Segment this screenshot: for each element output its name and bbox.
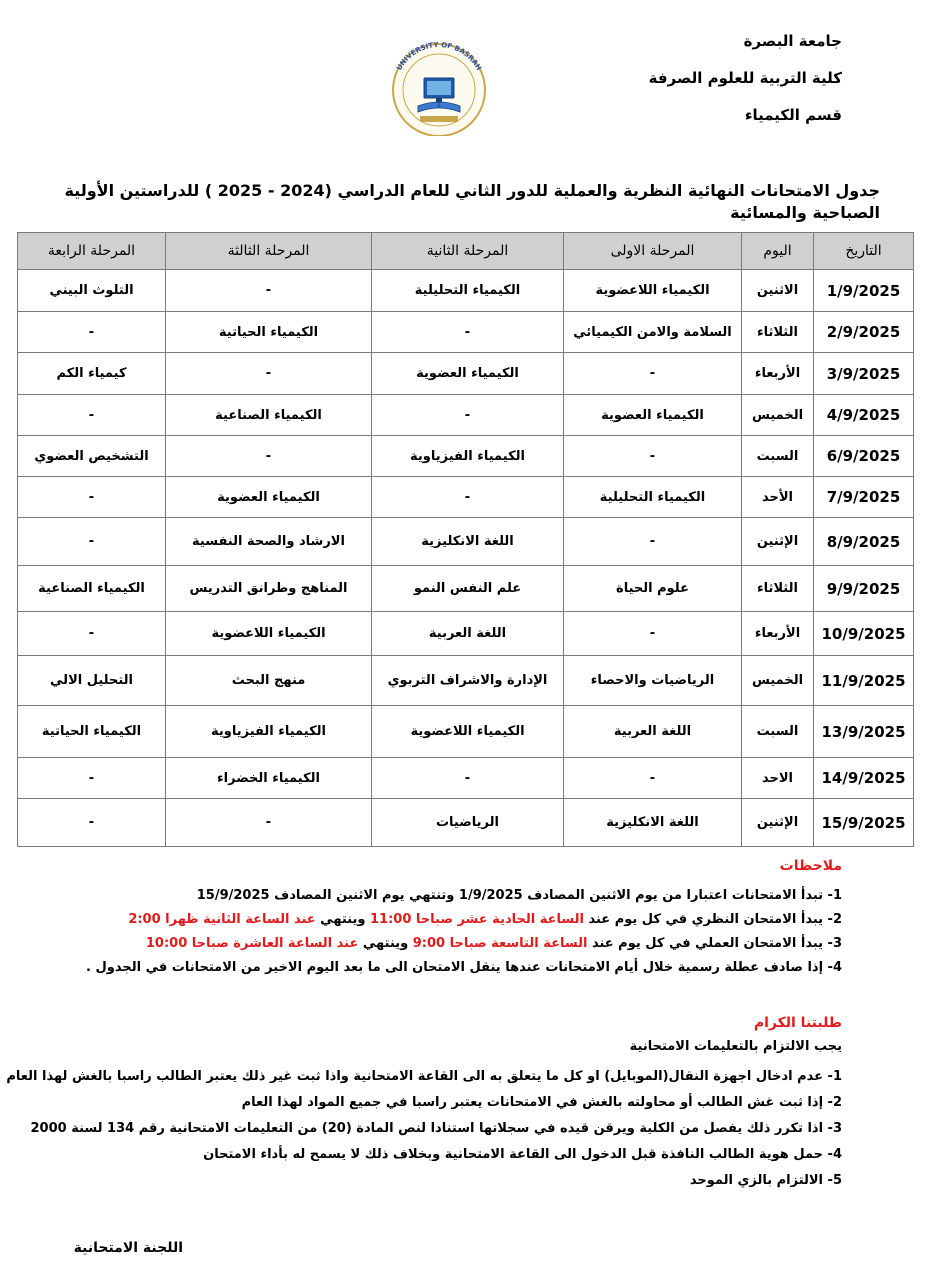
header-date: التاريخ	[814, 233, 914, 270]
note-item	[52, 956, 842, 980]
table-row	[18, 799, 914, 847]
cell-stage-1: الكيمياء اللاعضوية	[564, 270, 742, 312]
cell-date: 11/9/2025	[814, 656, 914, 706]
cell-stage-1: -	[564, 353, 742, 395]
cell-stage-2: اللغة العربية	[372, 612, 564, 656]
note-item	[52, 908, 842, 932]
cell-date: 8/9/2025	[814, 518, 914, 566]
note-item	[52, 884, 842, 908]
header-day: اليوم	[742, 233, 814, 270]
instruction-item: 5- الالتزام بالزي الموحد	[689, 1173, 842, 1188]
cell-day: الخميس	[742, 395, 814, 436]
note-3-mid: وينتهي	[358, 936, 413, 951]
cell-stage-3: الكيمياء الخضراء	[166, 758, 372, 799]
instruction-item: 4- حمل هوية الطالب النافذة قبل الدخول الى القاعة الامتحانية وبخلاف ذلك لا يسمح له بأداء الامتحان	[203, 1147, 842, 1162]
note-3-end-time: عند الساعة العاشرة صباحا 10:00	[145, 936, 359, 951]
cell-stage-4: -	[18, 758, 166, 799]
instruction-item: 2- إذا ثبت غش الطالب أو محاولته بالغش في الامتحانات يعتبر راسبا في جميع المواد لهذا العام	[241, 1095, 842, 1110]
note-2-end-time: عند الساعة الثانية ظهرا 2:00	[128, 912, 316, 927]
table-row	[18, 395, 914, 436]
cell-stage-4: التشخيص العضوي	[18, 436, 166, 477]
institution-header	[649, 28, 842, 139]
cell-stage-1: الكيمياء العضوية	[564, 395, 742, 436]
cell-date: 9/9/2025	[814, 566, 914, 612]
cell-date: 14/9/2025	[814, 758, 914, 799]
cell-stage-1: السلامة والامن الكيميائي	[564, 312, 742, 353]
cell-date: 15/9/2025	[814, 799, 914, 847]
table-row	[18, 270, 914, 312]
cell-stage-3: الكيمياء العضوية	[166, 477, 372, 518]
note-2-start: 2- يبدأ الامتحان النظري في كل يوم عند	[583, 912, 842, 927]
note-4-text: 4- إذا صادف عطلة رسمية خلال أيام الامتحانات عندها ينقل الامتحان الى ما بعد اليوم الاخير من الامتحانات في الجدول .	[86, 960, 842, 975]
header-stage-3: المرحلة الثالثة	[166, 233, 372, 270]
cell-day: الاثنين	[742, 270, 814, 312]
cell-day: الخميس	[742, 656, 814, 706]
table-header-row	[18, 233, 914, 270]
cell-stage-3: الكيمياء الحياتية	[166, 312, 372, 353]
cell-date: 4/9/2025	[814, 395, 914, 436]
notes-title: ملاحظات	[779, 858, 842, 874]
table-row	[18, 518, 914, 566]
cell-date: 6/9/2025	[814, 436, 914, 477]
instructions-subtitle: يجب الالتزام بالتعليمات الامتحانية	[629, 1039, 842, 1054]
note-item	[52, 932, 842, 956]
cell-stage-1: الكيمياء التحليلية	[564, 477, 742, 518]
cell-stage-2: علم النفس النمو	[372, 566, 564, 612]
cell-stage-2: الكيمياء التحليلية	[372, 270, 564, 312]
cell-day: الإثنين	[742, 799, 814, 847]
schedule-title: جدول الامتحانات النهائية النظرية والعملية للدور الثاني للعام الدراسي (2024 - 2025 ) للدراستين الأولية الصباحية والمسائية	[64, 181, 880, 222]
instructions-list	[6, 1064, 842, 1194]
cell-day: الأحد	[742, 477, 814, 518]
cell-stage-4: الكيمياء الصناعية	[18, 566, 166, 612]
cell-stage-2: -	[372, 758, 564, 799]
cell-stage-1: علوم الحياة	[564, 566, 742, 612]
cell-stage-3: الكيمياء الصناعية	[166, 395, 372, 436]
cell-stage-4: التلوث البيني	[18, 270, 166, 312]
cell-stage-4: -	[18, 312, 166, 353]
exam-committee-signature: اللجنة الامتحانية	[73, 1240, 183, 1256]
note-3-start: 3- يبدأ الامتحان العملي في كل يوم عند	[587, 936, 842, 951]
table-row	[18, 612, 914, 656]
cell-date: 10/9/2025	[814, 612, 914, 656]
table-row	[18, 706, 914, 758]
cell-stage-2: الكيمياء اللاعضوية	[372, 706, 564, 758]
cell-stage-4: -	[18, 477, 166, 518]
table-row	[18, 566, 914, 612]
notes-list	[52, 884, 842, 980]
cell-stage-4: -	[18, 518, 166, 566]
cell-stage-1: الرياضيات والاحصاء	[564, 656, 742, 706]
cell-stage-3: -	[166, 436, 372, 477]
table-row	[18, 353, 914, 395]
instructions-title: طلبتنا الكرام	[753, 1015, 842, 1031]
cell-stage-1: اللغة العربية	[564, 706, 742, 758]
cell-stage-4: -	[18, 612, 166, 656]
cell-day: الأربعاء	[742, 353, 814, 395]
cell-stage-3: منهج البحث	[166, 656, 372, 706]
cell-stage-2: الكيمياء العضوية	[372, 353, 564, 395]
cell-stage-3: -	[166, 270, 372, 312]
note-1-text: 1- تبدأ الامتحانات اعتبارا من يوم الاثنين المصادف 1/9/2025 وتنتهي يوم الاثنين المصادف 15/9/2025	[196, 888, 842, 903]
cell-day: الأربعاء	[742, 612, 814, 656]
note-2-mid: وينتهي	[315, 912, 371, 927]
cell-stage-2: الإدارة والاشراف التربوي	[372, 656, 564, 706]
department-name: قسم الكيمياء	[744, 106, 842, 124]
cell-stage-3: الارشاد والصحة النفسية	[166, 518, 372, 566]
cell-stage-4: -	[18, 395, 166, 436]
instruction-item: 3- اذا تكرر ذلك يفصل من الكلية ويرقن قيده في سجلاتها استنادا لنص المادة (20) من التعليمات الامتحانية رقم 134 لسنة 2000	[30, 1121, 842, 1136]
cell-stage-2: -	[372, 477, 564, 518]
cell-date: 1/9/2025	[814, 270, 914, 312]
university-logo	[380, 38, 498, 136]
note-2-start-time: الساعة الحادية عشر صباحا 11:00	[370, 912, 584, 927]
cell-date: 7/9/2025	[814, 477, 914, 518]
header-stage-1: المرحلة الاولى	[564, 233, 742, 270]
cell-stage-2: الكيمياء الفيزياوية	[372, 436, 564, 477]
cell-stage-4: الكيمياء الحياتية	[18, 706, 166, 758]
instructions-section	[6, 1012, 842, 1194]
cell-stage-4: التحليل الالي	[18, 656, 166, 706]
table-row	[18, 758, 914, 799]
header-stage-2: المرحلة الثانية	[372, 233, 564, 270]
cell-stage-1: -	[564, 612, 742, 656]
cell-date: 3/9/2025	[814, 353, 914, 395]
cell-stage-1: -	[564, 518, 742, 566]
cell-stage-4: -	[18, 799, 166, 847]
cell-stage-4: كيمياء الكم	[18, 353, 166, 395]
logo-text: UNIVERSITY OF BASRAH	[395, 40, 483, 72]
cell-stage-1: -	[564, 436, 742, 477]
table-row	[18, 656, 914, 706]
cell-stage-3: -	[166, 799, 372, 847]
cell-stage-1: -	[564, 758, 742, 799]
university-name: جامعة البصرة	[743, 32, 842, 50]
instruction-item: 1- عدم ادخال اجهزة النقال(الموبايل) او كل ما يتعلق به الى القاعة الامتحانية واذا ثبت غير ذلك يعتبر الطالب راسبا بالغش لهذا العام	[6, 1069, 842, 1084]
cell-stage-3: الكيمياء الفيزياوية	[166, 706, 372, 758]
cell-stage-1: اللغة الانكليزية	[564, 799, 742, 847]
cell-day: الثلاثاء	[742, 566, 814, 612]
cell-stage-3: المناهج وطرانق التدريس	[166, 566, 372, 612]
table-row	[18, 477, 914, 518]
cell-day: الاحد	[742, 758, 814, 799]
cell-day: الإثنين	[742, 518, 814, 566]
cell-date: 13/9/2025	[814, 706, 914, 758]
cell-stage-2: اللغة الانكليزية	[372, 518, 564, 566]
cell-day: السبت	[742, 436, 814, 477]
cell-date: 2/9/2025	[814, 312, 914, 353]
cell-stage-2: -	[372, 395, 564, 436]
header-stage-4: المرحلة الرابعة	[18, 233, 166, 270]
college-name: كلية التربية للعلوم الصرفة	[648, 69, 842, 87]
cell-stage-3: الكيمياء اللاعضوية	[166, 612, 372, 656]
cell-day: الثلاثاء	[742, 312, 814, 353]
exam-schedule-table	[17, 232, 914, 847]
note-3-start-time: الساعة التاسعة صباحا 9:00	[412, 936, 588, 951]
cell-stage-2: الرياضيات	[372, 799, 564, 847]
cell-day: السبت	[742, 706, 814, 758]
cell-stage-2: -	[372, 312, 564, 353]
notes-section	[52, 858, 842, 980]
table-row	[18, 436, 914, 477]
cell-stage-3: -	[166, 353, 372, 395]
table-row	[18, 312, 914, 353]
